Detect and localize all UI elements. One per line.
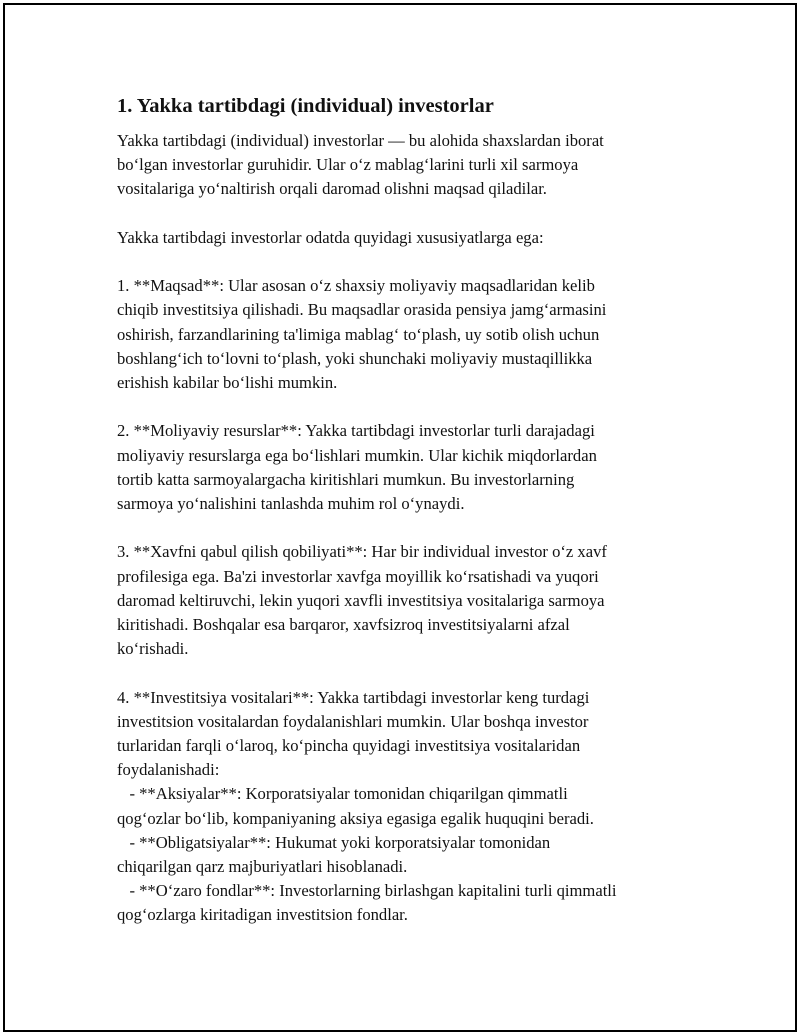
- text-line: oshirish, farzandlarining ta'limiga mablag‘ to‘plash, uy sotib olish uchun: [117, 324, 600, 344]
- text-line: erishish kabilar bo‘lishi mumkin.: [117, 373, 338, 392]
- text-line: qog‘ozlarga kiritadigan investitsion fondlar.: [117, 905, 408, 925]
- paragraph-financial-resources: [117, 419, 697, 516]
- text-line: 2. **Moliyaviy resurslar**: Yakka tartibdagi investorlar turli darajadagi: [117, 421, 595, 441]
- paragraph-goal: [117, 274, 697, 395]
- text-line: boshlang‘ich to‘lovni to‘plash, yoki shunchaki moliyaviy mustaqillikka: [117, 348, 593, 368]
- paragraph-investment-instruments: [117, 686, 697, 928]
- text-line: investitsion vositalardan foydalanishlari mumkin. Ular boshqa investor: [117, 711, 589, 731]
- text-line: qog‘ozlar bo‘lib, kompaniyaning aksiya egasiga egalik huquqini beradi.: [117, 808, 594, 828]
- text-line: kiritishadi. Boshqalar esa barqaror, xavfsizroq investitsiyalarni afzal: [117, 615, 570, 634]
- text-line: daromad keltiruvchi, lekin yuqori xavfli investitsiya vositalariga sarmoya: [117, 590, 605, 610]
- text-line: - **Aksiyalar**: Korporatsiyalar tomonidan chiqarilgan qimmatli: [117, 784, 568, 804]
- text-line: chiqib investitsiya qilishadi. Bu maqsadlar orasida pensiya jamg‘armasini: [117, 300, 607, 320]
- text-line: 4. **Investitsiya vositalari**: Yakka tartibdagi investorlar keng turdagi: [117, 687, 590, 707]
- section-heading: 1. Yakka tartibdagi (individual) investorlar: [117, 95, 494, 117]
- paragraph-risk-tolerance: [117, 540, 697, 661]
- text-line: bo‘lgan investorlar guruhidir. Ular o‘z mablag‘larini turli xil sarmoya: [117, 155, 579, 175]
- text-line: - **O‘zaro fondlar**: Investorlarning birlashgan kapitalini turli qimmatli: [117, 881, 617, 901]
- text-line: foydalanishadi:: [117, 760, 220, 780]
- document-body: [117, 92, 697, 928]
- paragraph-intro: [117, 129, 697, 202]
- text-line: chiqarilgan qarz majburiyatlari hisoblanadi.: [117, 857, 408, 877]
- text-line: ko‘rishadi.: [117, 639, 189, 659]
- text-line: profilesiga ega. Ba'zi investorlar xavfga moyillik ko‘rsatishadi va yuqori: [117, 566, 599, 586]
- paragraph-features-intro: [117, 226, 697, 250]
- text-line: 1. **Maqsad**: Ular asosan o‘z shaxsiy moliyaviy maqsadlaridan kelib: [117, 276, 595, 296]
- text-line: moliyaviy resurslarga ega bo‘lishlari mumkin. Ular kichik miqdorlardan: [117, 445, 597, 465]
- text-line: vositalariga yo‘naltirish orqali daromad olishni maqsad qiladilar.: [117, 179, 547, 199]
- text-line: Yakka tartibdagi investorlar odatda quyidagi xususiyatlarga ega:: [117, 227, 544, 247]
- text-line: 3. **Xavfni qabul qilish qobiliyati**: Har bir individual investor o‘z xavf: [117, 542, 607, 562]
- text-line: turlaridan farqli o‘laroq, ko‘pincha quyidagi investitsiya vositalaridan: [117, 736, 581, 755]
- text-line: tortib katta sarmoyalargacha kiritishlari mumkun. Bu investorlarning: [117, 469, 575, 489]
- text-line: sarmoya yo‘nalishini tanlashda muhim rol o‘ynaydi.: [117, 494, 465, 513]
- text-line: Yakka tartibdagi (individual) investorlar — bu alohida shaxslardan iborat: [117, 131, 604, 150]
- text-line: - **Obligatsiyalar**: Hukumat yoki korporatsiyalar tomonidan: [117, 832, 551, 852]
